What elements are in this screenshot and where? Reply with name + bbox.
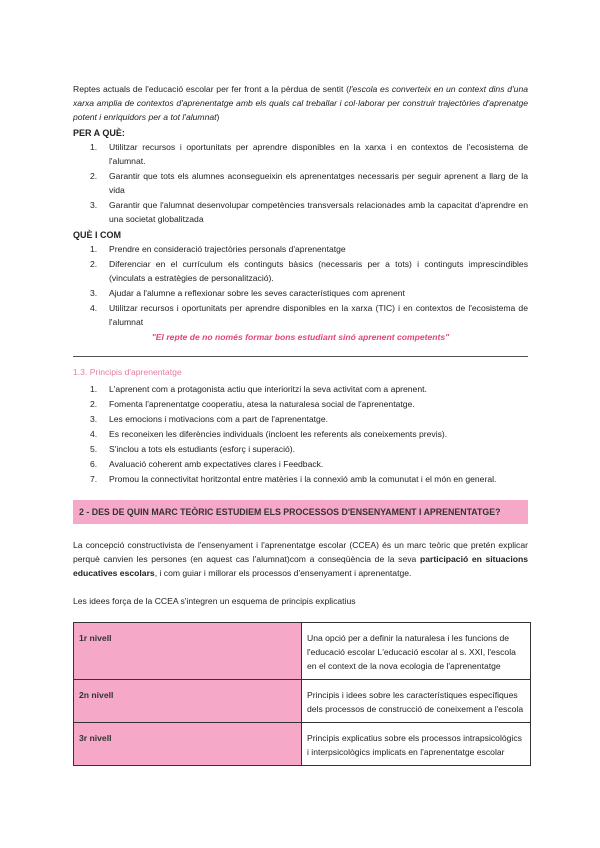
list-number: 3.: [90, 288, 98, 298]
highlight-quote: "El repte de no només formar bons estudiant sinó aprenent competents": [151, 332, 450, 342]
list-item-text: Prendre en consideració trajectòries personals d'aprenentatge: [109, 244, 346, 254]
list-item-text: L'aprenent com a protagonista actiu que interioritzi la seva activitat com a aprenent.: [109, 384, 427, 394]
list-item-text: Avaluació coherent amb expectatives clares i Feedback.: [109, 459, 324, 469]
intro-italic-text: l'escola es converteix en un context dins d'una xarxa amplia de contextos d'aprenentatge amb els quals cal treballar i col·laborar per construir trajectòries d'aprenatge potent i enriquidors per a tot l'alumnat: [73, 84, 528, 122]
document-page: [73, 82, 528, 766]
section-divider: [73, 356, 528, 357]
list-item: [73, 472, 528, 486]
level-cell: 1r nivell: [74, 623, 302, 680]
intro-close-paren: ): [216, 112, 220, 122]
list-item-text: Fomenta l'aprenentatge cooperatiu, atesa la naturalesa social de l'aprenentatge.: [109, 399, 415, 409]
list-item: [73, 442, 528, 456]
list-item-text: Garantir que tots els alumnes aconsegueixin els aprenentatges necessaris per seguir aprenent a llarg de la vida: [109, 171, 528, 195]
list-item: [73, 427, 528, 441]
list-item-text: Ajudar a l'alumne a reflexionar sobre les seves característiques com aprenent: [109, 288, 405, 298]
list-number: 4.: [90, 429, 98, 439]
levels-table: [73, 622, 531, 766]
list-item: [73, 301, 528, 329]
list-number: 1.: [90, 384, 98, 394]
ccea-text: La concepció constructivista de l'ensenyament i l'aprenentatge escolar (CCEA) és un marc teòric que pretén explicar perquè canvien les persones (en aquest cas l'alumnat)com a conseqüència de la seva: [73, 540, 528, 564]
list-item-text: Diferenciar en el currículum els continguts bàsics (necessaris per a tots) i continguts imprescindibles (vinculats a estratègies de personalització).: [109, 259, 528, 283]
list-item-text: S'inclou a tots els estudiants (esforç i superació).: [109, 444, 296, 454]
list-item-text: Es reconeixen les diferències individuals (incloent les referents als coneixements previs).: [109, 429, 448, 439]
level-description-cell: Principis explicatius sobre els processos intrapsicològics i interpsicològics implicats en l'aprenentatge escolar: [302, 723, 531, 766]
list-item: [73, 457, 528, 471]
list-item: [73, 397, 528, 411]
list-number: 3.: [90, 414, 98, 424]
list-item: [73, 412, 528, 426]
ccea-intro-line: Les idees força de la CCEA s'integren un esquema de principis explicatius: [73, 596, 356, 606]
principis-list: [73, 382, 528, 486]
table-row: [74, 623, 531, 680]
list-number: 2.: [90, 171, 98, 181]
intro-paragraph: [73, 82, 528, 124]
list-item-text: Les emocions i motivacions com a part de l'aprenentatge.: [109, 414, 328, 424]
list-number: 4.: [90, 303, 98, 313]
list-number: 3.: [90, 200, 98, 210]
ccea-paragraph: [73, 538, 528, 580]
table-row: [74, 723, 531, 766]
section-2-banner: 2 - DES DE QUIN MARC TEÒRIC ESTUDIEM ELS PROCESSOS D'ENSENYAMENT I APRENENTATGE?: [73, 500, 528, 524]
intro-text: Reptes actuals de l'educació escolar per fer front a la pèrdua de sentit (: [73, 84, 349, 94]
list-number: 7.: [90, 474, 98, 484]
list-item: [73, 140, 528, 168]
list-number: 2.: [90, 259, 98, 269]
list-item: [73, 242, 528, 256]
level-cell: 2n nivell: [74, 680, 302, 723]
ccea-text-end: , i com guiar i millorar els processos d'ensenyament i aprenentatge.: [154, 568, 412, 578]
list-number: 6.: [90, 459, 98, 469]
list-item: [73, 382, 528, 396]
list-item: [73, 286, 528, 300]
list-item-text: Garantir que l'alumnat desenvolupar competències transversals relacionades amb la capacitat d'aprendre en una societat globalitzada: [109, 200, 528, 224]
list-item-text: Utilitzar recursos i oportunitats per aprendre disponibles en la xarxa i en contextos de l'ecosistema de l'alumnat.: [109, 142, 528, 166]
list-item: [73, 198, 528, 226]
list-item-text: Utilitzar recursos i oportunitats per aprendre disponibles en la xarxa (TIC) i en contextos de l'ecosistema de l'alumnat: [109, 303, 528, 327]
level-cell: 3r nivell: [74, 723, 302, 766]
per-a-que-heading: PER A QUÈ:: [73, 128, 125, 138]
table-row: [74, 680, 531, 723]
que-i-com-heading: QUÈ I COM: [73, 230, 122, 240]
que-i-com-list: [73, 242, 528, 329]
list-item-text: Promou la connectivitat horitzontal entre matèries i la connexió amb la comunutat i el món en general.: [109, 474, 497, 484]
level-description-cell: Una opció per a definir la naturalesa i les funcions de l'educació escolar L'educació escolar al s. XXI, l'escola en el context de la nova ecologia de l'aprenentatge: [302, 623, 531, 680]
list-item: [73, 257, 528, 285]
list-number: 1.: [90, 244, 98, 254]
list-number: 5.: [90, 444, 98, 454]
ccea-bold-text: participació en situacions educatives escolars: [73, 554, 528, 578]
list-number: 1.: [90, 142, 98, 152]
list-number: 2.: [90, 399, 98, 409]
per-a-que-list: [73, 140, 528, 226]
principis-heading: 1.3. Principis d'aprenentatge: [73, 367, 182, 377]
level-description-cell: Principis i idees sobre les característiques específiques dels processos de construcció de coneixement a l'escola: [302, 680, 531, 723]
list-item: [73, 169, 528, 197]
